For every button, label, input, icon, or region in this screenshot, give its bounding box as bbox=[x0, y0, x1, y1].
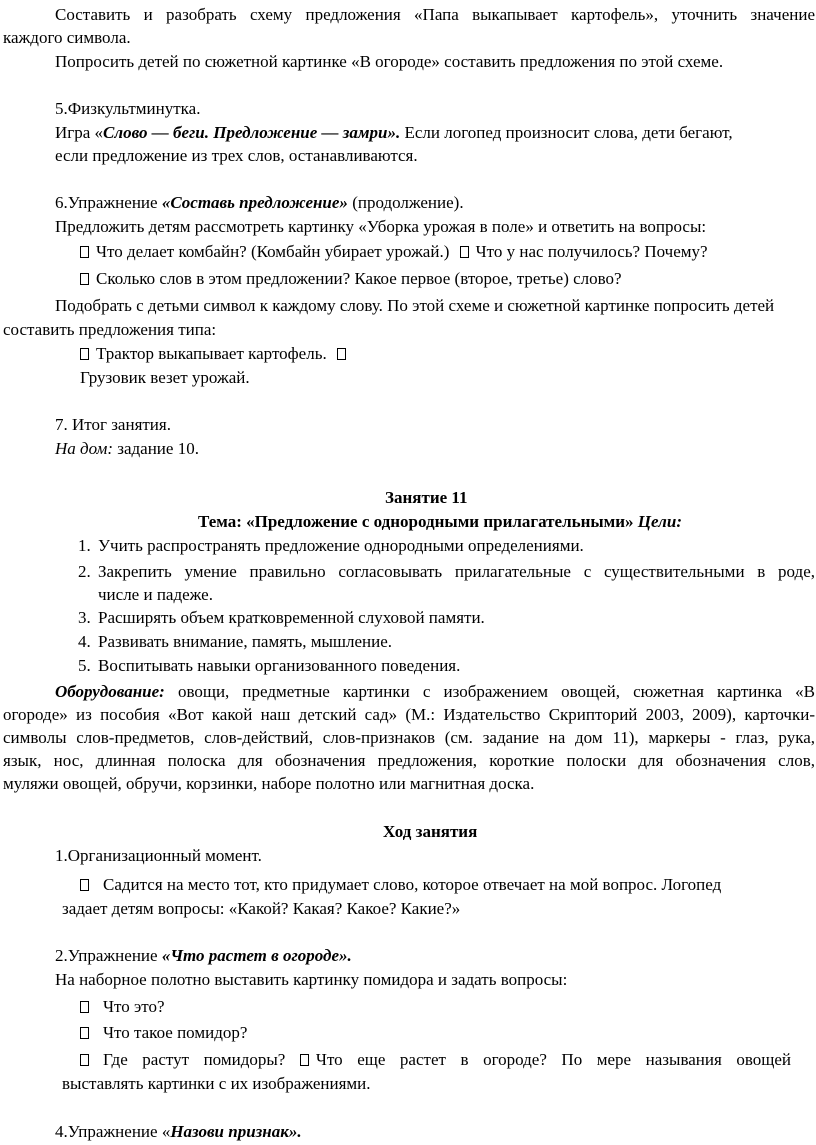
bullet-text: Садится на место тот, кто придумает слово, которое отвечает на мой вопрос. Логопед bbox=[103, 875, 722, 894]
question-text: Что у нас получилось? Почему? bbox=[475, 242, 708, 261]
goal-item bbox=[78, 534, 584, 557]
bullet-box-icon bbox=[80, 246, 89, 258]
section-5-line2: если предложение из трех слов, останавливаются. bbox=[55, 146, 418, 165]
equipment-line bbox=[55, 680, 815, 703]
equipment-line: символы слов-предметов, слов-действий, слов-признаков (см. задание на дом 11), маркеры - глаз, рука, bbox=[3, 728, 815, 747]
section-5-game bbox=[55, 121, 815, 144]
question-text: Что еще растет в огороде? По мере называния овощей bbox=[315, 1050, 792, 1069]
question-text: Что такое помидор? bbox=[103, 1023, 248, 1042]
theme-text: Тема: «Предложение с однородными прилагательными» bbox=[198, 512, 634, 531]
goal-item bbox=[78, 560, 815, 583]
game-prefix: Игра « bbox=[55, 123, 104, 142]
question-text: Что это? bbox=[103, 997, 165, 1016]
goals-label: Цели: bbox=[633, 512, 682, 531]
course-bullet bbox=[80, 873, 721, 896]
equipment-text: овощи, предметные картинки с изображением овощей, сюжетная картинка «В bbox=[164, 682, 815, 701]
bullet-box-icon bbox=[337, 348, 346, 360]
course-step-4 bbox=[55, 1120, 302, 1143]
bullet-box-icon bbox=[80, 1054, 89, 1066]
question-line bbox=[80, 1048, 791, 1071]
example-line bbox=[80, 342, 353, 365]
homework-label: На дом: bbox=[55, 439, 113, 458]
section-7-title: 7. Итог занятия. bbox=[55, 415, 171, 434]
bullet-box-icon bbox=[80, 879, 89, 891]
example-line: Грузовик везет урожай. bbox=[80, 368, 250, 387]
bullet-box-icon bbox=[80, 273, 89, 285]
homework-text: задание 10. bbox=[113, 439, 199, 458]
question-line bbox=[80, 995, 165, 1018]
bullet-box-icon bbox=[80, 1027, 89, 1039]
section-6-title bbox=[55, 191, 464, 214]
bullet-box-icon bbox=[80, 348, 89, 360]
example-text: Трактор выкапывает картофель. bbox=[96, 344, 327, 363]
game-name: Слово — беги. Предложение — замри». bbox=[103, 123, 401, 142]
goal-number: 3. bbox=[78, 608, 91, 627]
para-line: каждого символа. bbox=[3, 28, 131, 47]
course-title: Ход занятия bbox=[383, 822, 478, 841]
lesson-theme bbox=[198, 510, 682, 533]
question-line bbox=[80, 1021, 247, 1044]
question-text: Где растут помидоры? bbox=[103, 1050, 286, 1069]
exercise-prefix: 2.Упражнение bbox=[55, 946, 162, 965]
exercise-prefix: 6.Упражнение bbox=[55, 193, 162, 212]
homework-line bbox=[55, 437, 199, 460]
question-line bbox=[80, 267, 622, 290]
game-rest: Если логопед произносит слова, дети бегают, bbox=[400, 123, 733, 142]
exercise-suffix: (продолжение). bbox=[347, 193, 464, 212]
para-line: составить предложения типа: bbox=[3, 320, 217, 339]
goal-number: 5. bbox=[78, 656, 91, 675]
bullet-box-icon bbox=[460, 246, 469, 258]
exercise-name: Назови признак». bbox=[170, 1122, 302, 1141]
goal-text: Закрепить умение правильно согласовывать прилагательные с существительными в роде, bbox=[98, 562, 815, 581]
para-line: Подобрать с детьми символ к каждому слову. По этой схеме и сюжетной картинке попросить детей bbox=[55, 296, 775, 315]
goal-item-cont: числе и падеже. bbox=[98, 585, 213, 604]
bullet-box-icon bbox=[80, 1001, 89, 1013]
goal-text: Воспитывать навыки организованного поведения. bbox=[98, 656, 461, 675]
question-text: Что делает комбайн? (Комбайн убирает урожай.) bbox=[96, 242, 450, 261]
goal-item bbox=[78, 630, 392, 653]
exercise-name: «Составь предложение» bbox=[161, 193, 348, 212]
course-step-2 bbox=[55, 944, 352, 967]
equipment-line: муляжи овощей, обручи, корзинки, наборе полотно или магнитная доска. bbox=[3, 774, 535, 793]
goal-number: 4. bbox=[78, 632, 91, 651]
lesson-title: Занятие 11 bbox=[385, 488, 468, 507]
goal-number: 1. bbox=[78, 536, 91, 555]
course-bullet-cont: задает детям вопросы: «Какой? Какая? Какое? Какие?» bbox=[62, 899, 461, 918]
goal-item bbox=[78, 654, 460, 677]
para-line: Составить и разобрать схему предложения «Папа выкапывает картофель», уточнить значение bbox=[55, 5, 815, 24]
section-6-intro: Предложить детям рассмотреть картинку «Уборка урожая в поле» и ответить на вопросы: bbox=[55, 217, 707, 236]
equipment-line: огороде» из пособия «Вот какой наш детский сад» (М.: Издательство Скрипторий 2003, 2009), карточки- bbox=[3, 705, 815, 724]
goal-text: Развивать внимание, память, мышление. bbox=[98, 632, 393, 651]
goal-number: 2. bbox=[78, 562, 91, 581]
bullet-box-icon bbox=[300, 1054, 309, 1066]
goal-text: Расширять объем кратковременной слуховой памяти. bbox=[98, 608, 485, 627]
course-step-1: 1.Организационный момент. bbox=[55, 846, 262, 865]
para-line: Попросить детей по сюжетной картинке «В огороде» составить предложения по этой схеме. bbox=[55, 52, 724, 71]
question-text: Сколько слов в этом предложении? Какое первое (второе, третье) слово? bbox=[96, 269, 622, 288]
equipment-line: язык, нос, длинная полоска для обозначения предложения, короткие полоски для обозначения слов, bbox=[3, 751, 815, 770]
question-line bbox=[80, 240, 708, 263]
section-5-title: 5.Физкультминутка. bbox=[55, 99, 201, 118]
exercise-prefix: 4.Упражнение « bbox=[55, 1122, 171, 1141]
goal-item bbox=[78, 606, 485, 629]
question-line-cont: выставлять картинки с их изображениями. bbox=[62, 1074, 371, 1093]
equipment-label: Оборудование: bbox=[55, 682, 165, 701]
course-step-2-intro: На наборное полотно выставить картинку помидора и задать вопросы: bbox=[55, 970, 568, 989]
exercise-name: «Что растет в огороде». bbox=[161, 946, 352, 965]
goal-text: Учить распространять предложение однородными определениями. bbox=[98, 536, 584, 555]
